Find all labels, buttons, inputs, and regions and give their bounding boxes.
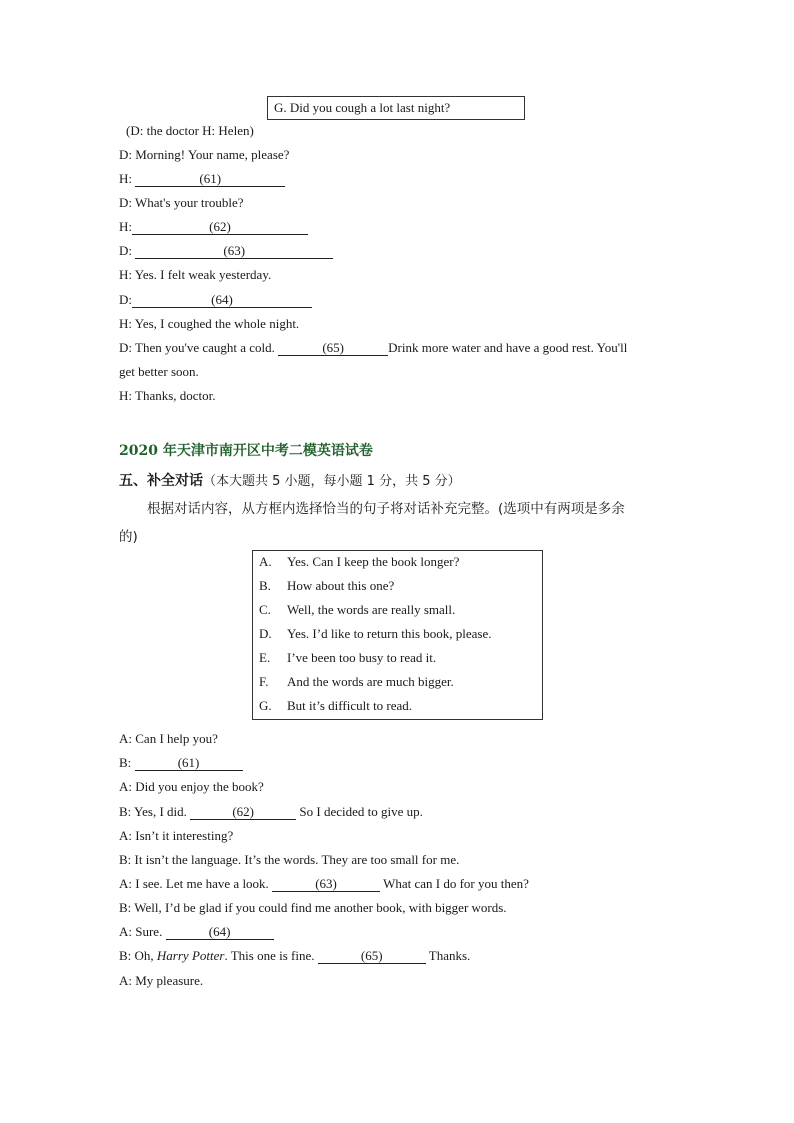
- option-box-top: [267, 96, 525, 120]
- blank-63: (63): [135, 242, 333, 260]
- option-item: G. But it’s difficult to read.: [259, 698, 413, 713]
- dialog1-line: H: Thanks, doctor.: [119, 388, 216, 403]
- dialog1-line: H: Yes, I coughed the whole night.: [119, 316, 300, 331]
- dialog1-line: D: (64): [119, 291, 312, 309]
- dialog1-line: D: What's your trouble?: [119, 195, 244, 210]
- blank-62: (62): [132, 218, 308, 236]
- blank-61: (61): [135, 754, 243, 772]
- blank-62: (62): [190, 803, 296, 821]
- book-title: Harry Potter: [156, 948, 225, 963]
- option-g-text: G. Did you cough a lot last night?: [274, 100, 451, 115]
- option-item: D. Yes. I’d like to return this book, please.: [259, 626, 492, 641]
- dialog2-line: B: It isn’t the language. It’s the words. They are too small for me.: [119, 852, 460, 867]
- dialog1-line: H: Yes. I felt weak yesterday.: [119, 267, 272, 282]
- option-item: B. How about this one?: [259, 578, 395, 593]
- dialog2-line: B: Oh, Harry Potter. This one is fine. (65) Thanks.: [119, 948, 471, 963]
- dialog2-line: B: Yes, I did. (62) So I decided to give up.: [119, 804, 423, 819]
- dialog1-line: H: (62): [119, 218, 308, 236]
- dialog1-line: H: (61): [119, 170, 285, 188]
- dialog2-line: B: Well, I’d be glad if you could find me another book, with bigger words.: [119, 900, 507, 915]
- dialog2-line: A: Isn’t it interesting?: [119, 828, 234, 843]
- option-item: A. Yes. Can I keep the book longer?: [259, 554, 460, 569]
- blank-64: (64): [132, 291, 312, 309]
- dialog1-roles: (D: the doctor H: Helen): [126, 123, 254, 138]
- dialog2-line: A: I see. Let me have a look. (63) What can I do for you then?: [119, 876, 529, 891]
- dialog2-line: A: Can I help you?: [119, 731, 218, 746]
- dialog1-line: D: Morning! Your name, please?: [119, 147, 290, 162]
- dialog1-line: get better soon.: [119, 364, 199, 379]
- dialog2-line: B: (61): [119, 754, 243, 772]
- option-item: C. Well, the words are really small.: [259, 602, 456, 617]
- section-title: 2020 年天津市南开区中考二模英语试卷: [119, 443, 373, 459]
- instructions: 根据对话内容，从方框内选择恰当的句子将对话补充完整。(选项中有两项是多余: [147, 501, 625, 517]
- option-item: E. I’ve been too busy to read it.: [259, 650, 437, 665]
- option-item: F. And the words are much bigger.: [259, 674, 454, 689]
- dialog2-line: A: My pleasure.: [119, 973, 204, 988]
- instructions-cont: 的): [119, 529, 138, 545]
- dialog1-line: D: Then you've caught a cold. (65) Drink more water and have a good rest. You'll: [119, 340, 628, 355]
- blank-65: (65): [318, 947, 426, 965]
- dialog2-line: A: Did you enjoy the book?: [119, 779, 264, 794]
- dialog1-line: D: (63): [119, 242, 333, 260]
- dialog2-line: A: Sure. (64): [119, 923, 274, 941]
- question-heading: 五、补全对话（本大题共 5 小题，每小题 1 分，共 5 分）: [119, 473, 461, 489]
- blank-63: (63): [272, 875, 380, 893]
- options-box: [252, 550, 543, 720]
- blank-61: (61): [135, 170, 285, 188]
- blank-64: (64): [166, 923, 274, 941]
- blank-65: (65): [278, 339, 388, 357]
